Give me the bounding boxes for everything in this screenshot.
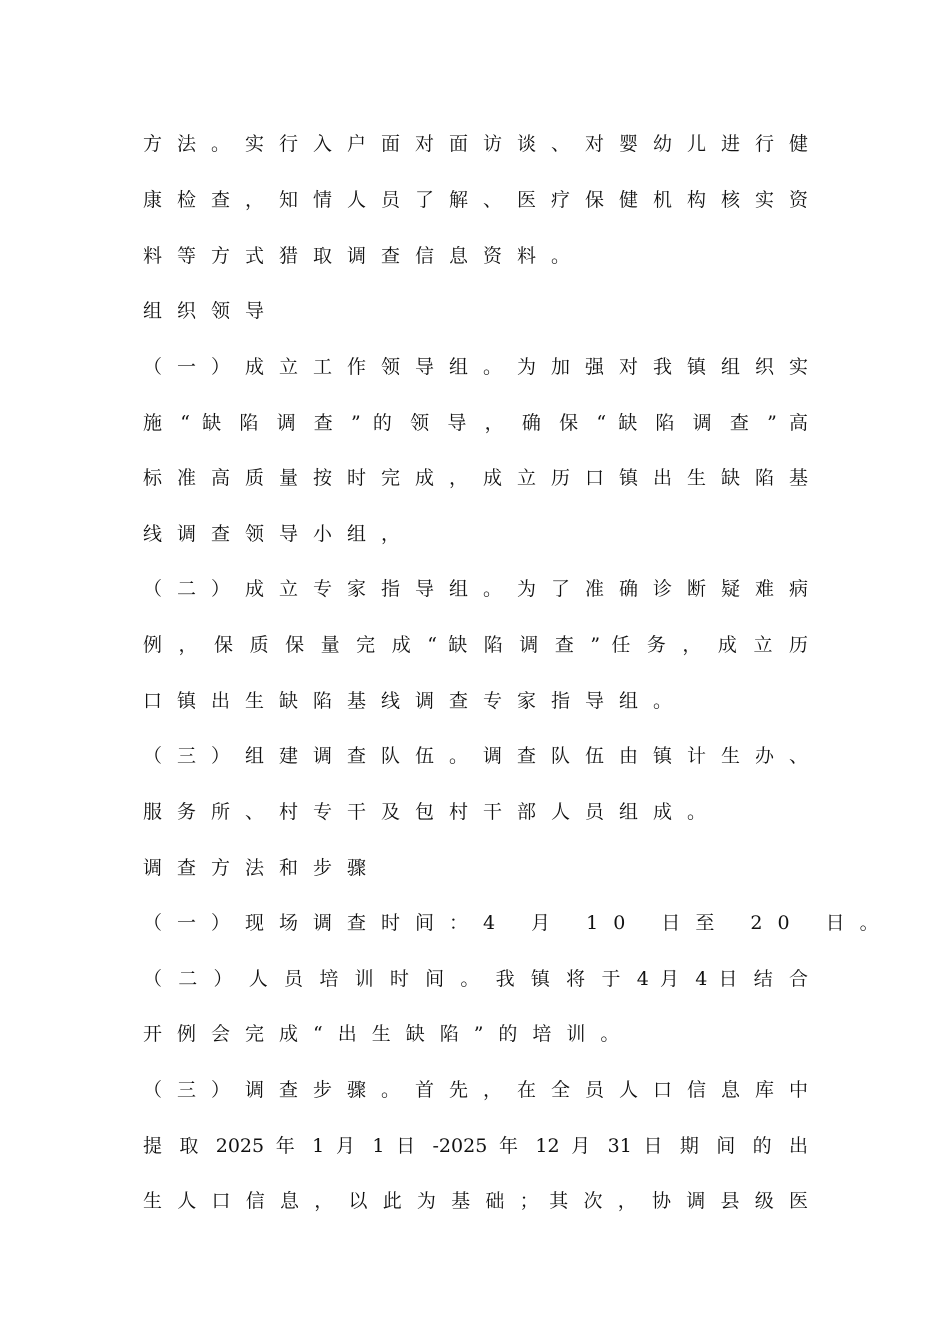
text-line-13: 服务所、村专干及包村干部人员组成。 — [143, 801, 722, 823]
text-line-9: （ 二 ） 成 立 专 家 指 导 组 。 为 了 准 确 诊 断 疑 难 病 — [143, 578, 808, 600]
text-line-12: （ 三 ） 组 建 调 查 队 伍 。 调 查 队 伍 由 镇 计 生 办 、 — [143, 745, 808, 767]
text-line-16: （ 二 ） 人 员 培 训 时 间 。 我 镇 将 于 4 月 4 日 结 合 — [143, 968, 808, 990]
text-line-20: 生 人 口 信 息 ， 以 此 为 基 础 ； 其 次 ， 协 调 县 级 医 — [143, 1190, 808, 1212]
text-line-19: 提 取 2025 年 1 月 1 日 -2025 年 12 月 31 日 期 间 的 出 — [143, 1135, 808, 1157]
text-line-2: 康 检 查 ， 知 情 人 员 了 解 、 医 疗 保 健 机 构 核 实 资 — [143, 189, 808, 211]
text-line-6: 施 “ 缺 陷 调 查 ” 的 领 导 ， 确 保 “ 缺 陷 调 查 ” 高 — [143, 412, 808, 434]
text-line-3: 料等方式猎取调查信息资料。 — [143, 245, 586, 267]
text-line-15: （一）现场调查时间：4 月 10 日至 20 日。 — [143, 912, 894, 934]
section-heading-methods: 调查方法和步骤 — [143, 857, 382, 879]
section-heading-organization: 组织领导 — [143, 300, 280, 322]
text-line-17: 开例会完成“出生缺陷”的培训。 — [143, 1023, 635, 1045]
text-line-8: 线调查领导小组， — [143, 523, 416, 545]
text-line-5: （ 一 ） 成 立 工 作 领 导 组 。 为 加 强 对 我 镇 组 织 实 — [143, 356, 808, 378]
text-line-7: 标 准 高 质 量 按 时 完 成 ， 成 立 历 口 镇 出 生 缺 陷 基 — [143, 467, 808, 489]
text-line-1: 方 法 。 实 行 入 户 面 对 面 访 谈 、 对 婴 幼 儿 进 行 健 — [143, 133, 808, 155]
text-line-11: 口镇出生缺陷基线调查专家指导组。 — [143, 690, 688, 712]
text-line-10: 例 ， 保 质 保 量 完 成 “ 缺 陷 调 查 ” 任 务 ， 成 立 历 — [143, 634, 808, 656]
text-line-18: （ 三 ） 调 查 步 骤 。 首 先 ， 在 全 员 人 口 信 息 库 中 — [143, 1079, 808, 1101]
